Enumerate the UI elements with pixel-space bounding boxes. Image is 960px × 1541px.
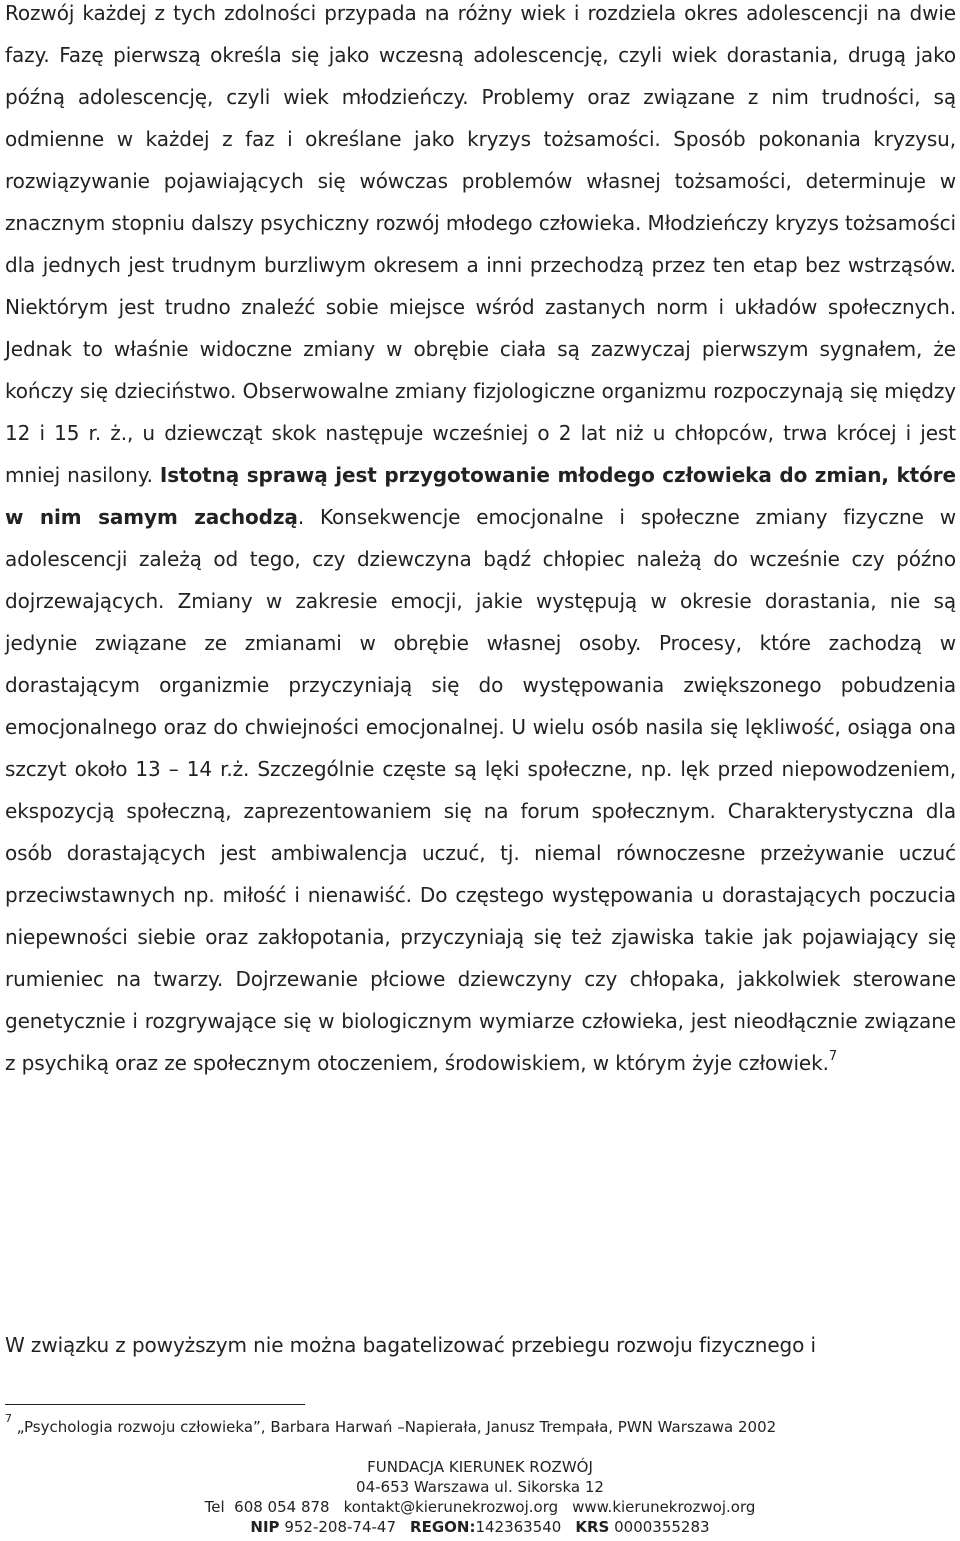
footer-address: 04-653 Warszawa ul. Sikorska 12 [356, 1478, 604, 1496]
page-footer [0, 1457, 960, 1537]
nip-value: 952-208-74-47 [284, 1518, 397, 1536]
regon-value: 142363540 [475, 1518, 562, 1536]
regon-label: REGON: [410, 1518, 476, 1536]
body-paragraph-next: W związku z powyższym nie można bagatelizować przebiegu rozwoju fizycznego i [5, 1333, 816, 1357]
paragraph-text-continued: . Konsekwencje emocjonalne i społeczne zmiany fizyczne w adolescencji zależą od tego, czy dziewczyna bądź chłopiec należą do wcześnie czy późno dojrzewających. Zmiany w zakresie emocji, jakie występują w okresie dorastania, nie są jedynie związane ze zmianami w obrębie własnej osoby. Procesy, które zachodzą w dorastającym organizmie przyczyniają się do występowania zwiększonego pobudzenia emocjonalnego oraz do chwiejności emocjonalnej. U wielu osób nasila się lękliwość, osiąga ona szczyt około 13 – 14 r.ż. Szczególnie częste są lęki społeczne, np. lęk przed niepowodzeniem, ekspozycją społeczną, zaprezentowaniem się na forum społecznym. Charakterystyczna dla osób dorastających jest ambiwalencja uczuć, tj. niemal równoczesne przeżywanie uczuć przeciwstawnych np. miłość i nienawiść. Do częstego występowania u dorastających poczucia niepewności siebie oraz zakłopotania, przyczyniają się też zjawiska takie jak pojawiający się rumieniec na twarzy. Dojrzewanie płciowe dziewczyny czy chłopaka, jakkolwiek sterowane genetycznie i rozgrywające się w biologicznym wymiarze człowieka, jest nieodłącznie związane z psychiką oraz ze społecznym otoczeniem, środowiskiem, w którym żyje człowiek. [5, 505, 957, 1075]
footer-phone: Tel 608 054 878 [204, 1498, 330, 1516]
nip-label: NIP [250, 1518, 280, 1536]
body-paragraph [5, 0, 956, 1084]
footnote-reference[interactable]: 7 [828, 1049, 838, 1065]
footer-email-link[interactable]: kontakt@kierunekrozwoj.org [343, 1498, 559, 1516]
footer-registry-line [0, 1517, 960, 1537]
emphasized-text: Istotną sprawą jest przygotowanie młodego człowieka do zmian, które w nim samym zachodzą [5, 463, 956, 529]
footnote-separator [5, 1404, 305, 1405]
footnote-text: „Psychologia rozwoju człowieka”, Barbara Harwań –Napierała, Janusz Trempała, PWN Warszawa 2002 [12, 1418, 777, 1436]
footer-website-link[interactable]: www.kierunekrozwoj.org [572, 1498, 756, 1516]
krs-label: KRS [575, 1518, 610, 1536]
footnote-number: 7 [5, 1412, 12, 1425]
footer-org-name: FUNDACJA KIERUNEK ROZWÓJ [367, 1458, 593, 1476]
krs-value: 0000355283 [614, 1518, 710, 1536]
footer-contact-line [0, 1497, 960, 1517]
footnote [5, 1412, 956, 1437]
paragraph-text: Rozwój każdej z tych zdolności przypada na różny wiek i rozdziela okres adolescencji na dwie fazy. Fazę pierwszą określa się jako wczesną adolescencję, czyli wiek dorastania, drugą jako późną adolescencję, czyli wiek młodzieńczy. Problemy oraz związane z nim trudności, są odmienne w każdej z faz i określane jako kryzys tożsamości. Sposób pokonania kryzysu, rozwiązywanie pojawiających się wówczas problemów własnej tożsamości, determinuje w znacznym stopniu dalszy psychiczny rozwój młodego człowieka. Młodzieńczy kryzys tożsamości dla jednych jest trudnym burzliwym okresem a inni przechodzą przez ten etap bez wstrząsów. Niektórym jest trudno znaleźć sobie miejsce wśród zastanych norm i układów społecznych. Jednak to właśnie widoczne zmiany w obrębie ciała są zazwyczaj pierwszym sygnałem, że kończy się dzieciństwo. Obserwowalne zmiany fizjologiczne organizmu rozpoczynają się między 12 i 15 r. ż., u dziewcząt skok następuje wcześniej o 2 lat niż u chłopców, trwa krócej i jest mniej nasilony. [5, 1, 956, 487]
